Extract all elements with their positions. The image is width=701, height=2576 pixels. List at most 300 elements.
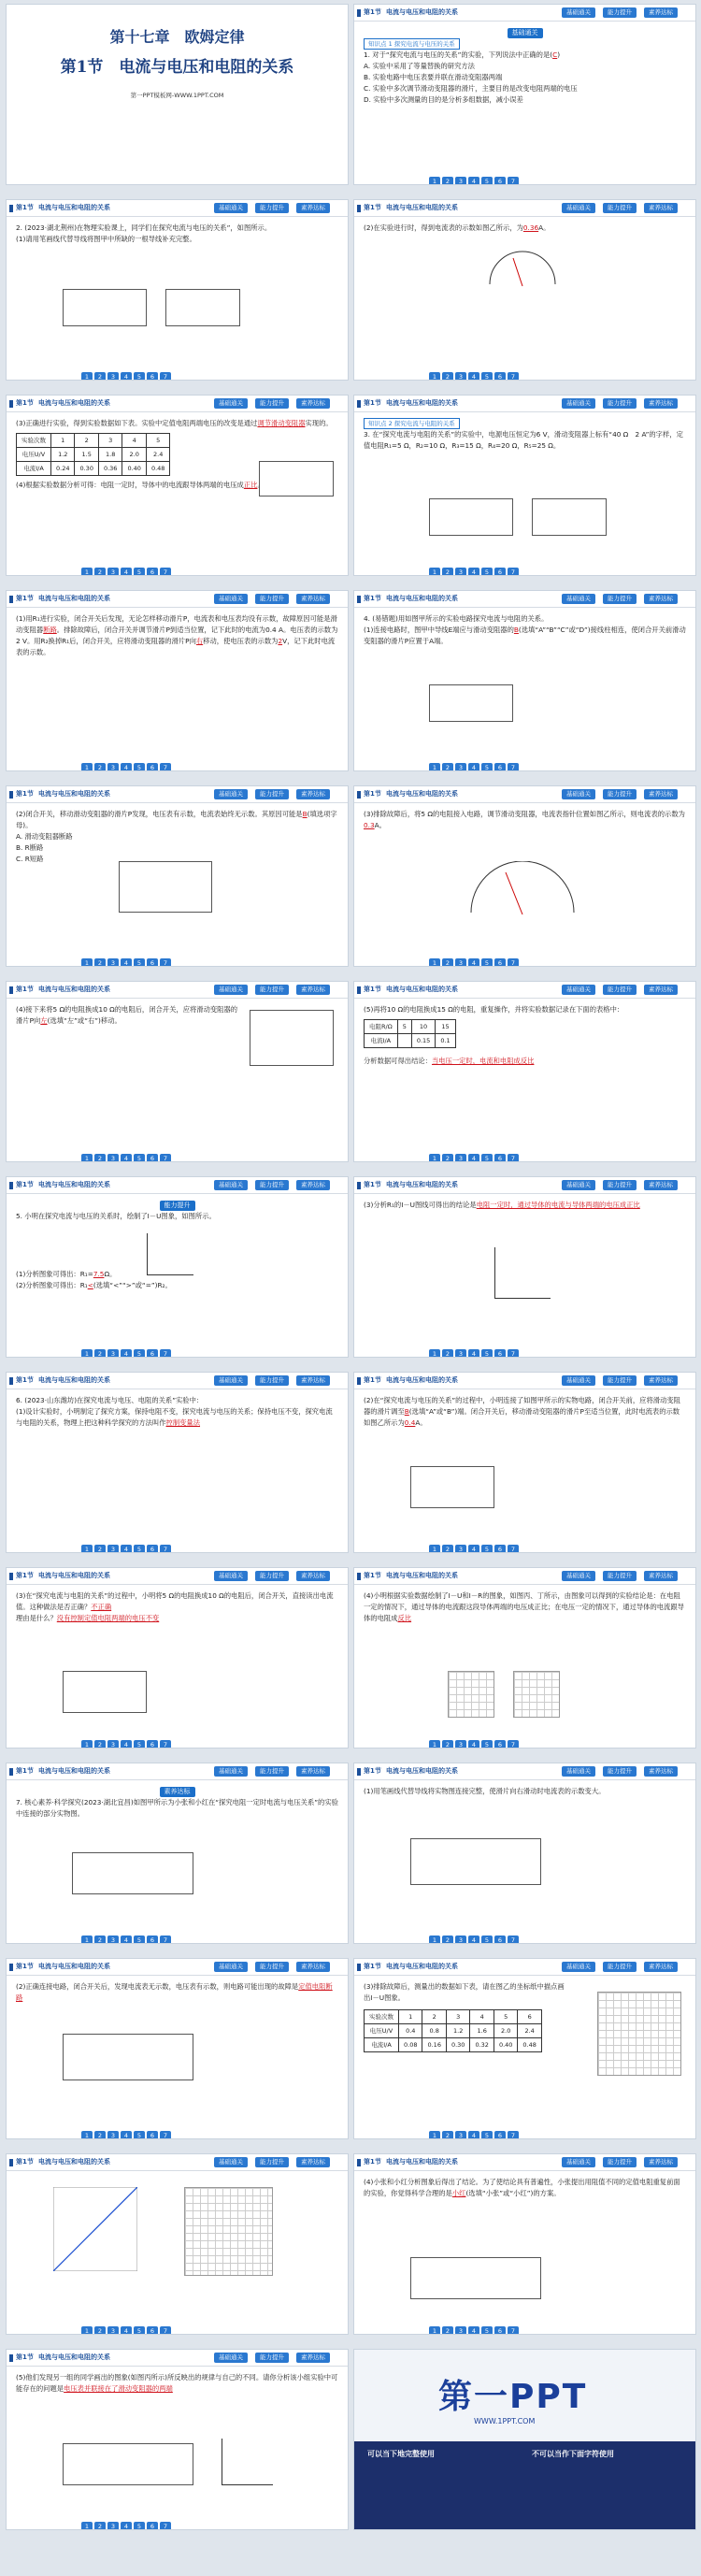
nav-page[interactable]: 1 [429, 568, 440, 576]
header-mark [357, 596, 361, 603]
table-cell: 1.6 [470, 2024, 494, 2038]
literacy-button[interactable]: 素养达标 [644, 398, 678, 409]
header-mark [9, 2354, 13, 2362]
slide-21 [6, 1958, 349, 2139]
circuit-figure [63, 1671, 147, 1713]
ability-button[interactable]: 能力提升 [603, 1962, 637, 1972]
nav-page[interactable]: 6 [147, 2131, 158, 2139]
nav-page[interactable]: 7 [160, 763, 171, 771]
header-title: 电流与电压和电阻的关系 [386, 790, 458, 798]
nav-page[interactable]: 3 [455, 763, 466, 771]
literacy-button[interactable]: 素养达标 [296, 789, 330, 799]
header-title: 电流与电压和电阻的关系 [38, 1376, 110, 1384]
basic-button[interactable]: 基础通关 [562, 594, 595, 604]
slide-18 [353, 1567, 696, 1749]
nav-page[interactable]: 6 [147, 2522, 158, 2530]
nav-page[interactable]: 7 [160, 1349, 171, 1358]
header-title: 电流与电压和电阻的关系 [38, 2353, 110, 2361]
question-5: 5. 小明在探究电流与电压的关系时，绘制了I－U图象，如图所示。 [16, 1212, 216, 1220]
nav-page[interactable]: 6 [494, 958, 506, 967]
nav-page[interactable]: 5 [134, 568, 145, 576]
nav-page[interactable]: 6 [494, 2131, 506, 2139]
ability-button[interactable]: 能力提升 [603, 1180, 637, 1190]
nav-page[interactable]: 4 [468, 958, 479, 967]
ability-button[interactable]: 能力提升 [255, 2353, 289, 2363]
nav-page[interactable]: 7 [508, 1740, 519, 1749]
nav-page[interactable]: 3 [455, 2131, 466, 2139]
nav-page[interactable]: 2 [94, 2131, 106, 2139]
graph-c [222, 2439, 273, 2485]
ability-button[interactable]: 能力提升 [255, 1571, 289, 1581]
nav-page[interactable]: 7 [160, 568, 171, 576]
nav-page[interactable]: 2 [94, 1545, 106, 1553]
nav-page[interactable]: 2 [94, 1936, 106, 1944]
ability-button[interactable]: 能力提升 [255, 985, 289, 995]
nav-page[interactable]: 2 [94, 763, 106, 771]
nav-page[interactable]: 1 [81, 1154, 93, 1162]
nav-page[interactable]: 2 [442, 958, 453, 967]
ability-button[interactable]: 能力提升 [255, 2157, 289, 2167]
nav-page[interactable]: 2 [442, 2326, 453, 2335]
nav-page[interactable]: 3 [107, 1154, 119, 1162]
nav-page[interactable]: 4 [121, 2522, 132, 2530]
nav-page[interactable]: 7 [508, 763, 519, 771]
header-mark [9, 596, 13, 603]
nav-page[interactable]: 7 [160, 2131, 171, 2139]
literacy-button[interactable]: 素养达标 [296, 1180, 330, 1190]
nav-page[interactable]: 1 [81, 958, 93, 967]
table-cell: 电流I/A [365, 1034, 398, 1048]
nav-page[interactable]: 3 [107, 1545, 119, 1553]
nav-page[interactable]: 6 [147, 1349, 158, 1358]
nav-page[interactable]: 6 [147, 568, 158, 576]
basic-button[interactable]: 基础通关 [562, 2157, 595, 2167]
basic-button[interactable]: 基础通关 [562, 985, 595, 995]
nav-page[interactable]: 4 [121, 1936, 132, 1944]
nav-page[interactable]: 5 [134, 1154, 145, 1162]
nav-page[interactable]: 5 [134, 2522, 145, 2530]
nav-page[interactable]: 4 [121, 1545, 132, 1553]
nav-page[interactable]: 6 [494, 1154, 506, 1162]
nav-page[interactable]: 5 [134, 763, 145, 771]
literacy-button[interactable]: 素养达标 [644, 2157, 678, 2167]
answer: B [302, 810, 308, 818]
circuit-diagram [165, 289, 240, 326]
unit: A。 [538, 223, 551, 232]
brand-logo: 第一PPT [438, 2378, 588, 2416]
nav-page[interactable]: 7 [160, 958, 171, 967]
nav-page[interactable]: 1 [81, 2522, 93, 2530]
nav-page[interactable]: 3 [455, 177, 466, 185]
basic-button[interactable]: 基础通关 [214, 1375, 248, 1386]
nav-page[interactable]: 3 [455, 1545, 466, 1553]
nav-page[interactable]: 4 [121, 1740, 132, 1749]
nav-page[interactable]: 5 [481, 763, 493, 771]
nav-page[interactable]: 6 [494, 372, 506, 381]
nav-page[interactable]: 5 [481, 1154, 493, 1162]
nav-page[interactable]: 1 [429, 958, 440, 967]
literacy-button[interactable]: 素养达标 [644, 985, 678, 995]
nav-page[interactable]: 4 [121, 1154, 132, 1162]
header-section: 第1节 [364, 204, 381, 211]
ability-button[interactable]: 能力提升 [255, 594, 289, 604]
nav-page[interactable]: 1 [429, 177, 440, 185]
nav-page[interactable]: 2 [94, 1740, 106, 1749]
table-cell: 2.4 [146, 448, 169, 462]
nav-page[interactable]: 6 [147, 763, 158, 771]
ability-button[interactable]: 能力提升 [255, 1180, 289, 1190]
nav-page[interactable]: 2 [442, 1154, 453, 1162]
question-5-3: (3)分析R₁的I－U图线可得出的结论是 [364, 1201, 477, 1209]
literacy-button[interactable]: 素养达标 [644, 203, 678, 213]
nav-page[interactable]: 6 [494, 763, 506, 771]
nav-page[interactable]: 4 [468, 2326, 479, 2335]
nav-page[interactable]: 4 [468, 1154, 479, 1162]
nav-page[interactable]: 5 [481, 568, 493, 576]
nav-page[interactable]: 5 [481, 958, 493, 967]
page-nav [81, 1928, 173, 1944]
ability-button[interactable]: 能力提升 [255, 1766, 289, 1777]
table-cell: 实验次数 [365, 2010, 399, 2024]
basic-button[interactable]: 基础通关 [562, 398, 595, 409]
basic-button[interactable]: 基础通关 [214, 594, 248, 604]
nav-page[interactable]: 3 [107, 568, 119, 576]
nav-page[interactable]: 1 [81, 568, 93, 576]
nav-page[interactable]: 1 [429, 1154, 440, 1162]
table-cell: 15 [436, 1020, 455, 1034]
table-cell: 0.16 [422, 2038, 446, 2052]
nav-page[interactable]: 1 [429, 1545, 440, 1553]
header-section: 第1节 [364, 986, 381, 993]
nav-page[interactable]: 1 [81, 1349, 93, 1358]
nav-page[interactable]: 7 [508, 177, 519, 185]
question-4: 4. (易错题)用如图甲所示的实验电路探究电流与电阻的关系。 [364, 614, 549, 623]
nav-page[interactable]: 7 [508, 1349, 519, 1358]
ability-button[interactable]: 能力提升 [255, 789, 289, 799]
nav-page[interactable]: 2 [442, 1349, 453, 1358]
nav-page[interactable]: 2 [442, 372, 453, 381]
nav-page[interactable]: 7 [160, 1545, 171, 1553]
nav-page[interactable]: 6 [494, 1349, 506, 1358]
nav-page[interactable]: 3 [107, 2522, 119, 2530]
literacy-button[interactable]: 素养达标 [644, 594, 678, 604]
circuit-figure [72, 1852, 193, 1894]
answer: 电阻一定时，通过导体的电流与导体两端的电压成正比 [476, 1201, 640, 1209]
nav-page[interactable]: 7 [508, 1936, 519, 1944]
nav-page[interactable]: 4 [468, 1936, 479, 1944]
table-cell: 2 [422, 2010, 446, 2024]
nav-page[interactable]: 7 [160, 372, 171, 381]
nav-page[interactable]: 2 [442, 1936, 453, 1944]
basic-button[interactable]: 基础通关 [214, 1766, 248, 1777]
literacy-button[interactable]: 素养达标 [644, 1180, 678, 1190]
nav-page[interactable]: 5 [481, 1545, 493, 1553]
nav-page[interactable]: 1 [81, 763, 93, 771]
nav-page[interactable]: 5 [134, 2131, 145, 2139]
nav-page[interactable]: 1 [81, 2131, 93, 2139]
nav-page[interactable]: 3 [107, 763, 119, 771]
literacy-button[interactable]: 素养达标 [644, 1766, 678, 1777]
literacy-button[interactable]: 素养达标 [296, 1571, 330, 1581]
nav-page[interactable]: 4 [468, 372, 479, 381]
page-nav [429, 2123, 521, 2139]
basic-button[interactable]: 基础通关 [562, 1180, 595, 1190]
nav-page[interactable]: 5 [481, 177, 493, 185]
nav-page[interactable]: 3 [107, 2326, 119, 2335]
literacy-button[interactable]: 素养达标 [296, 594, 330, 604]
nav-page[interactable]: 4 [121, 2326, 132, 2335]
nav-page[interactable]: 4 [121, 372, 132, 381]
literacy-button[interactable]: 素养达标 [296, 203, 330, 213]
answer: 正比 [243, 481, 258, 489]
literacy-button[interactable]: 素养达标 [644, 1571, 678, 1581]
basic-button[interactable]: 基础通关 [214, 1571, 248, 1581]
nav-page[interactable]: 1 [81, 1936, 93, 1944]
ability-button[interactable]: 能力提升 [603, 985, 637, 995]
nav-page[interactable]: 5 [134, 1545, 145, 1553]
nav-page[interactable]: 7 [160, 1154, 171, 1162]
literacy-button[interactable]: 素养达标 [296, 1766, 330, 1777]
nav-page[interactable]: 5 [134, 1740, 145, 1749]
literacy-button[interactable]: 素养达标 [296, 1375, 330, 1386]
header-section: 第1节 [16, 986, 34, 993]
basic-button[interactable]: 基础通关 [214, 398, 248, 409]
slide-header [7, 1959, 348, 1976]
literacy-button[interactable]: 素养达标 [644, 1375, 678, 1386]
nav-page[interactable]: 4 [121, 763, 132, 771]
nav-page[interactable]: 6 [494, 177, 506, 185]
nav-page[interactable]: 3 [455, 568, 466, 576]
iu-graph [494, 1247, 551, 1299]
ability-button[interactable]: 能力提升 [603, 789, 637, 799]
nav-page[interactable]: 1 [81, 372, 93, 381]
slide-16 [353, 1372, 696, 1553]
nav-page[interactable]: 4 [468, 2131, 479, 2139]
nav-page[interactable]: 6 [147, 372, 158, 381]
nav-page[interactable]: 7 [508, 1154, 519, 1162]
nav-page[interactable]: 6 [147, 2326, 158, 2335]
nav-page[interactable]: 4 [468, 568, 479, 576]
nav-page[interactable]: 4 [468, 1349, 479, 1358]
nav-page[interactable]: 3 [107, 958, 119, 967]
nav-page[interactable]: 3 [455, 1740, 466, 1749]
basic-button[interactable]: 基础通关 [214, 203, 248, 213]
nav-page[interactable]: 2 [442, 2131, 453, 2139]
nav-page[interactable]: 7 [508, 1545, 519, 1553]
literacy-button[interactable]: 素养达标 [296, 1962, 330, 1972]
nav-page[interactable]: 7 [160, 1740, 171, 1749]
nav-page[interactable]: 3 [107, 372, 119, 381]
page-nav [429, 560, 521, 576]
nav-page[interactable]: 6 [147, 1740, 158, 1749]
ability-button[interactable]: 能力提升 [603, 203, 637, 213]
nav-page[interactable]: 2 [94, 372, 106, 381]
nav-page[interactable]: 4 [468, 177, 479, 185]
nav-page[interactable]: 2 [442, 568, 453, 576]
nav-page[interactable]: 5 [481, 1349, 493, 1358]
nav-page[interactable]: 5 [481, 2326, 493, 2335]
ability-button[interactable]: 能力提升 [603, 398, 637, 409]
ability-button[interactable]: 能力提升 [603, 2157, 637, 2167]
nav-page[interactable]: 7 [508, 2326, 519, 2335]
basic-button[interactable]: 基础通关 [562, 789, 595, 799]
question-end: (选填“<”“>”或“=”)R₂。 [93, 1281, 172, 1289]
nav-page[interactable]: 2 [442, 1740, 453, 1749]
nav-page[interactable]: 1 [429, 763, 440, 771]
nav-page[interactable]: 4 [121, 958, 132, 967]
nav-page[interactable]: 2 [94, 1349, 106, 1358]
graph-grid [184, 2187, 273, 2276]
ability-button[interactable]: 能力提升 [255, 1375, 289, 1386]
literacy-button[interactable]: 素养达标 [644, 7, 678, 18]
nav-page[interactable]: 5 [134, 372, 145, 381]
literacy-button[interactable]: 素养达标 [644, 789, 678, 799]
basic-button[interactable]: 基础通关 [214, 1962, 248, 1972]
nav-page[interactable]: 2 [94, 1154, 106, 1162]
basic-button[interactable]: 基础通关 [562, 1962, 595, 1972]
page-nav [81, 951, 173, 967]
nav-page[interactable]: 4 [121, 568, 132, 576]
nav-page[interactable]: 5 [481, 2131, 493, 2139]
nav-page[interactable]: 7 [160, 2522, 171, 2530]
nav-page[interactable]: 3 [107, 1936, 119, 1944]
header-mark [9, 400, 13, 408]
nav-page[interactable]: 1 [429, 2326, 440, 2335]
nav-page[interactable]: 2 [94, 2326, 106, 2335]
option-c: C. 实验中多次调节滑动变阻器的滑片，主要目的是改变电阻两端的电压 [364, 84, 578, 93]
nav-page[interactable]: 6 [147, 1154, 158, 1162]
nav-page[interactable]: 5 [481, 1936, 493, 1944]
nav-page[interactable]: 6 [147, 958, 158, 967]
answer: 小红 [451, 2189, 466, 2197]
question-6-2b: (选填“A”或“B”)端。闭合开关后，移动滑动变阻器的滑片P至适当位置，此时电流表的示数如图乙所示为 [364, 1407, 680, 1427]
nav-page[interactable]: 4 [468, 763, 479, 771]
basic-button[interactable]: 基础通关 [562, 7, 595, 18]
nav-page[interactable]: 1 [429, 1349, 440, 1358]
nav-page[interactable]: 6 [494, 568, 506, 576]
ability-button[interactable]: 能力提升 [603, 7, 637, 18]
nav-page[interactable]: 3 [107, 2131, 119, 2139]
basic-button[interactable]: 基础通关 [214, 985, 248, 995]
basic-button[interactable]: 基础通关 [214, 2157, 248, 2167]
nav-page[interactable]: 6 [494, 1740, 506, 1749]
nav-page[interactable]: 7 [508, 2131, 519, 2139]
header-title: 电流与电压和电阻的关系 [386, 1767, 458, 1775]
nav-page[interactable]: 2 [442, 177, 453, 185]
nav-page[interactable]: 2 [442, 763, 453, 771]
nav-page[interactable]: 5 [134, 1349, 145, 1358]
nav-page[interactable]: 2 [94, 958, 106, 967]
nav-page[interactable]: 4 [468, 1545, 479, 1553]
nav-page[interactable]: 6 [494, 1936, 506, 1944]
literacy-button[interactable]: 素养达标 [296, 985, 330, 995]
nav-page[interactable]: 3 [107, 1349, 119, 1358]
ability-button[interactable]: 能力提升 [603, 1766, 637, 1777]
nav-page[interactable]: 5 [134, 958, 145, 967]
table-cell: 10 [411, 1020, 435, 1034]
header-mark [357, 791, 361, 799]
nav-page[interactable]: 5 [134, 2326, 145, 2335]
ability-button[interactable]: 能力提升 [255, 203, 289, 213]
nav-page[interactable]: 5 [134, 1936, 145, 1944]
section-tag: 基础通关 [508, 28, 543, 38]
ability-button[interactable]: 能力提升 [603, 1571, 637, 1581]
basic-button[interactable]: 基础通关 [562, 1375, 595, 1386]
nav-page[interactable]: 6 [494, 1545, 506, 1553]
basic-button[interactable]: 基础通关 [562, 1571, 595, 1581]
header-section: 第1节 [16, 1767, 34, 1775]
nav-page[interactable]: 6 [147, 1936, 158, 1944]
header-title: 电流与电压和电阻的关系 [38, 2158, 110, 2166]
basic-button[interactable]: 基础通关 [562, 1766, 595, 1777]
header-title: 电流与电压和电阻的关系 [386, 595, 458, 602]
nav-page[interactable]: 1 [429, 2131, 440, 2139]
nav-page[interactable]: 5 [481, 372, 493, 381]
nav-page[interactable]: 3 [107, 1740, 119, 1749]
nav-page[interactable]: 1 [81, 1545, 93, 1553]
literacy-button[interactable]: 素养达标 [644, 1962, 678, 1972]
nav-page[interactable]: 1 [81, 1740, 93, 1749]
literacy-button[interactable]: 素养达标 [296, 2353, 330, 2363]
nav-page[interactable]: 3 [455, 1349, 466, 1358]
basic-button[interactable]: 基础通关 [214, 1180, 248, 1190]
nav-page[interactable]: 4 [121, 1349, 132, 1358]
ability-button[interactable]: 能力提升 [255, 398, 289, 409]
nav-page[interactable]: 3 [455, 1936, 466, 1944]
answer: 控制变量法 [165, 1418, 201, 1427]
slide-5 [6, 395, 349, 576]
nav-page[interactable]: 3 [455, 958, 466, 967]
basic-button[interactable]: 基础通关 [562, 203, 595, 213]
nav-page[interactable]: 1 [81, 2326, 93, 2335]
nav-page[interactable]: 4 [121, 2131, 132, 2139]
nav-page[interactable]: 3 [455, 2326, 466, 2335]
nav-page[interactable]: 6 [494, 2326, 506, 2335]
basic-button[interactable]: 基础通关 [214, 789, 248, 799]
nav-page[interactable]: 2 [442, 1545, 453, 1553]
nav-page[interactable]: 7 [508, 372, 519, 381]
nav-page[interactable]: 4 [468, 1740, 479, 1749]
nav-page[interactable]: 7 [160, 2326, 171, 2335]
data-table [364, 2009, 542, 2052]
basic-button[interactable]: 基础通关 [214, 2353, 248, 2363]
nav-page[interactable]: 2 [94, 2522, 106, 2530]
slide-header [354, 1959, 695, 1976]
literacy-button[interactable]: 素养达标 [296, 398, 330, 409]
header-title: 电流与电压和电阻的关系 [38, 399, 110, 407]
literacy-button[interactable]: 素养达标 [296, 2157, 330, 2167]
nav-page[interactable]: 3 [455, 1154, 466, 1162]
nav-page[interactable]: 5 [481, 1740, 493, 1749]
question-3-1d: V，记下此时电流表的示数。 [16, 637, 336, 656]
header-mark [357, 1377, 361, 1385]
nav-page[interactable]: 7 [508, 568, 519, 576]
header-mark [357, 1768, 361, 1776]
answer: 0.3 [364, 821, 375, 829]
ability-button[interactable]: 能力提升 [603, 1375, 637, 1386]
nav-page[interactable]: 7 [160, 1936, 171, 1944]
slide-header [354, 982, 695, 999]
nav-page[interactable]: 1 [429, 372, 440, 381]
ability-button[interactable]: 能力提升 [255, 1962, 289, 1972]
nav-page[interactable]: 3 [455, 372, 466, 381]
nav-page[interactable]: 6 [147, 1545, 158, 1553]
nav-page[interactable]: 1 [429, 1936, 440, 1944]
nav-page[interactable]: 1 [429, 1740, 440, 1749]
ability-button[interactable]: 能力提升 [603, 594, 637, 604]
nav-page[interactable]: 7 [508, 958, 519, 967]
nav-page[interactable]: 2 [94, 568, 106, 576]
